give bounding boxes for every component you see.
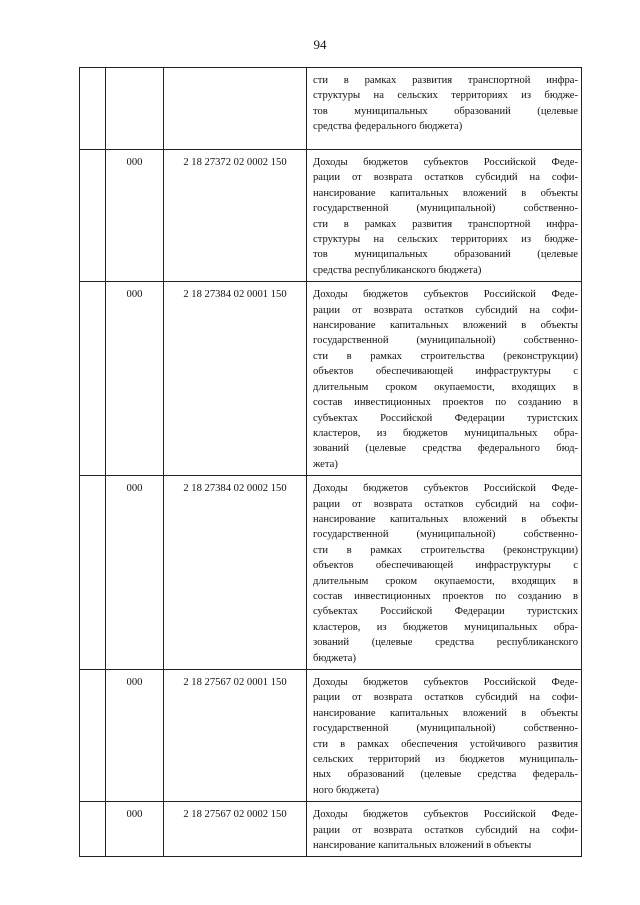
- description-line: тов муниципальных образований (целевые: [313, 105, 578, 117]
- description-cell: [307, 670, 582, 802]
- table-row: [80, 150, 582, 282]
- description-line: Доходы бюджетов субъектов Российской Феде-: [313, 809, 578, 821]
- description-line: сти в рамках обеспечения устойчивого развития: [313, 738, 578, 750]
- description-line: субъектах Российской Федерации туристских: [313, 606, 578, 618]
- description-line: жета): [313, 458, 338, 470]
- description-line: государственной (муниципальной) собственно-: [313, 335, 578, 347]
- table-body: [80, 68, 582, 857]
- description-line: кластеров, из бюджетов муниципальных обра-: [313, 427, 578, 439]
- description-line: рации от возврата остатков субсидий на софи-: [313, 304, 578, 316]
- description-line: государственной (муниципальной) собственно-: [313, 723, 578, 735]
- description-line: структуры на сельских территориях из бюдже-: [313, 90, 578, 102]
- budget-codes-table: [79, 67, 582, 857]
- description-line: рации от возврата остатков субсидий на софи-: [313, 498, 578, 510]
- description-line: нансирование капитальных вложений в объекты: [313, 320, 578, 332]
- empty-cell: [80, 282, 106, 476]
- description-line: рации от возврата остатков субсидий на софи-: [313, 824, 578, 836]
- description-line: бюджета): [313, 652, 357, 664]
- budget-code-cell: 2 18 27567 02 0001 150: [164, 670, 307, 802]
- page-number: 94: [313, 37, 327, 52]
- description-cell: [307, 150, 582, 282]
- description-line: тов муниципальных образований (целевые: [313, 249, 578, 261]
- description-line: сельских территорий из бюджетов муниципаль-: [313, 754, 578, 766]
- description-cell: [307, 476, 582, 670]
- description-line: нансирование капитальных вложений в объекты: [313, 707, 578, 719]
- description-line: сти в рамках развития транспортной инфра-: [313, 218, 578, 230]
- description-line: нансирование капитальных вложений в объекты: [313, 840, 532, 852]
- budget-code-cell: 2 18 27567 02 0002 150: [164, 802, 307, 857]
- description-line: нансирование капитальных вложений в объекты: [313, 187, 578, 199]
- table-row: [80, 670, 582, 802]
- description-line: сти в рамках строительства (реконструкции): [313, 544, 578, 556]
- description-line: длительным сроком окупаемости, входящих в: [313, 381, 578, 393]
- description-line: сти в рамках развития транспортной инфра-: [313, 75, 578, 86]
- description-line: длительным сроком окупаемости, входящих в: [313, 575, 578, 587]
- budget-code-cell: 2 18 27372 02 0002 150: [164, 150, 307, 282]
- table-row: [80, 476, 582, 670]
- description-line: средства федерального бюджета): [313, 121, 463, 133]
- budget-code-cell: 2 18 27384 02 0002 150: [164, 476, 307, 670]
- description-line: ного бюджета): [313, 784, 380, 796]
- description-cell: [307, 802, 582, 857]
- description-line: состав инвестиционных проектов по созданию в: [313, 397, 578, 409]
- description-line: субъектах Российской Федерации туристских: [313, 412, 578, 424]
- description-line: средства республиканского бюджета): [313, 264, 482, 276]
- admin-code-cell: 000: [106, 476, 164, 670]
- table-row: [80, 282, 582, 476]
- description-line: структуры на сельских территориях из бюдже-: [313, 234, 578, 246]
- description-line: кластеров, из бюджетов муниципальных обра-: [313, 621, 578, 633]
- empty-cell: [80, 802, 106, 857]
- admin-code-cell: 000: [106, 282, 164, 476]
- description-line: зований (целевые средства республиканского: [313, 637, 578, 649]
- description-line: сти в рамках строительства (реконструкции): [313, 350, 578, 362]
- admin-code-cell: 000: [106, 150, 164, 282]
- budget-code-cell: 2 18 27384 02 0001 150: [164, 282, 307, 476]
- description-line: нансирование капитальных вложений в объекты: [313, 513, 578, 525]
- description-line: Доходы бюджетов субъектов Российской Феде-: [313, 289, 578, 301]
- empty-cell: [80, 670, 106, 802]
- table-row: [80, 802, 582, 857]
- description-line: рации от возврата остатков субсидий на софи-: [313, 692, 578, 704]
- empty-cell: [80, 476, 106, 670]
- table-row: [80, 68, 582, 150]
- description-line: объектов обеспечивающей инфраструктуры с: [313, 366, 578, 378]
- description-line: состав инвестиционных проектов по созданию в: [313, 590, 578, 602]
- description-line: Доходы бюджетов субъектов Российской Феде-: [313, 157, 578, 168]
- admin-code-cell: 000: [106, 802, 164, 857]
- description-line: зований (целевые средства федерального бюд-: [313, 443, 578, 455]
- budget-code-cell: [164, 68, 307, 150]
- description-cell: [307, 282, 582, 476]
- description-line: государственной (муниципальной) собственно-: [313, 203, 578, 215]
- empty-cell: [80, 68, 106, 150]
- description-line: Доходы бюджетов субъектов Российской Феде-: [313, 677, 578, 688]
- description-line: объектов обеспечивающей инфраструктуры с: [313, 560, 578, 572]
- empty-cell: [80, 150, 106, 282]
- description-line: ных образований (целевые средства федераль-: [313, 769, 578, 781]
- description-line: государственной (муниципальной) собственно-: [313, 529, 578, 541]
- description-cell: [307, 68, 582, 150]
- description-line: Доходы бюджетов субъектов Российской Феде-: [313, 483, 578, 495]
- admin-code-cell: [106, 68, 164, 150]
- admin-code-cell: 000: [106, 670, 164, 802]
- description-line: рации от возврата остатков субсидий на софи-: [313, 172, 578, 184]
